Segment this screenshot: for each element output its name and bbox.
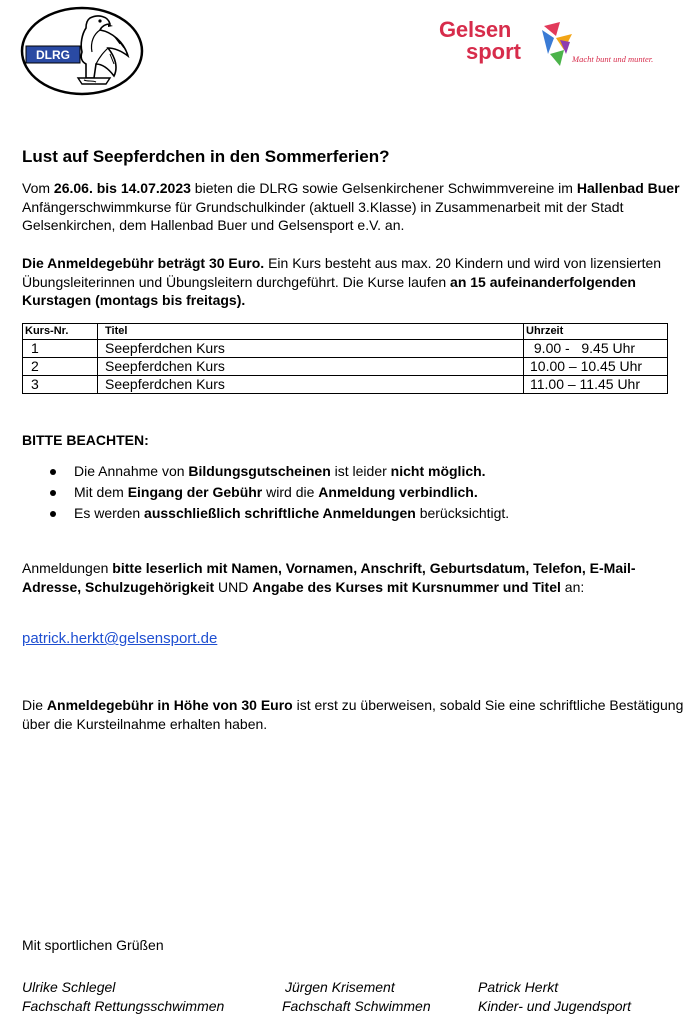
registration-required-fields: bitte leserlich mit Namen, Vornamen, Anschrift, Geburtsdatum, Telefon, E-Mail-Adresse, Schulzugehörigkeit (22, 560, 636, 595)
table-cell: 11.00 – 11.45 Uhr (524, 376, 668, 394)
table-cell: 3 (23, 376, 98, 394)
list-item (50, 503, 509, 524)
fee-amount: Die Anmeldegebühr beträgt 30 Euro. (22, 255, 265, 271)
intro-text: bieten die DLRG sowie Gelsenkirchener Schwimmvereine im (190, 180, 577, 196)
intro-text: Anfängerschwimmkurse für Grundschulkinder (aktuell 3.Klasse) in Zusammenarbeit mit der Stadt Gelsenkirchen, dem Hallenbad Buer und Gelsensport e.V. an. (22, 198, 624, 233)
payment-paragraph (22, 696, 686, 733)
signature-name: Jürgen Krisement (285, 979, 395, 995)
list-item-bold: Eingang der Gebühr (127, 484, 263, 500)
registration-text: Anmeldungen (22, 560, 113, 576)
list-item (50, 461, 509, 482)
signature-block (282, 978, 431, 1016)
table-cell: Seepferdchen Kurs (98, 358, 524, 376)
table-row (23, 358, 668, 376)
intro-text: Vom (22, 180, 54, 196)
bullet-icon (50, 490, 56, 496)
signature-role: Fachschaft Schwimmen (282, 998, 431, 1014)
notice-title: BITTE BEACHTEN: (22, 432, 149, 448)
gelsensport-logo (436, 18, 668, 74)
fee-paragraph (22, 254, 686, 310)
intro-dates: 26.06. bis 14.07.2023 (53, 180, 191, 196)
gelsensport-tagline: Macht bunt und munter. (572, 54, 654, 64)
list-item-text: wird die (262, 484, 319, 500)
registration-text: an: (560, 578, 585, 595)
page-title: Lust auf Seepferdchen in den Sommerferien? (22, 147, 390, 166)
table-cell: Seepferdchen Kurs (98, 376, 524, 394)
list-item-bold: Bildungsgutscheinen (188, 463, 331, 479)
registration-paragraph (22, 559, 686, 596)
table-cell: 1 (23, 340, 98, 358)
list-item-bold: nicht möglich. (390, 463, 486, 479)
email-link[interactable]: patrick.herkt@gelsensport.de (22, 630, 218, 647)
list-item-text: berücksichtigt. (415, 505, 510, 521)
bullet-icon (50, 469, 56, 475)
gelsensport-mark-icon (538, 20, 574, 68)
table-header-row (23, 324, 668, 340)
intro-venue: Hallenbad Buer (576, 180, 680, 196)
registration-course-info: Angabe des Kurses mit Kursnummer und Titel (252, 578, 561, 595)
signature-block (22, 978, 224, 1016)
column-header: Kurs-Nr. (23, 324, 98, 340)
payment-text: Die (22, 697, 47, 713)
table-row (23, 340, 668, 358)
table-row (23, 376, 668, 394)
signature-name: Ulrike Schlegel (22, 979, 116, 995)
table-cell: 9.00 - 9.45 Uhr (524, 340, 668, 358)
gelsensport-line1: Gelsen (439, 17, 512, 42)
list-item-text: Mit dem (74, 484, 128, 500)
bullet-icon (50, 511, 56, 517)
signature-role: Fachschaft Rettungsschwimmen (22, 998, 225, 1014)
closing-greeting: Mit sportlichen Grüßen (22, 937, 164, 953)
signature-role: Kinder- und Jugendsport (478, 998, 632, 1014)
courses-table (22, 323, 668, 394)
intro-paragraph (22, 179, 686, 235)
fee-duration: an 15 aufeinanderfolgenden Kurstagen (montags bis freitags). (22, 273, 636, 308)
payment-text: ist erst zu überweisen, sobald Sie eine schriftliche Bestätigung über die Kursteilnahme erhalten haben. (22, 697, 684, 732)
list-item-text: Es werden (74, 505, 145, 521)
dlrg-eagle-icon (20, 6, 144, 96)
column-header: Titel (98, 324, 524, 340)
registration-text: UND (214, 578, 253, 595)
signature-block (478, 978, 631, 1016)
dlrg-logo (20, 6, 144, 96)
payment-amount: Anmeldegebühr in Höhe von 30 Euro (46, 697, 293, 713)
signature-name: Patrick Herkt (478, 979, 559, 995)
gelsensport-line2: sport (466, 39, 521, 64)
notice-list (50, 461, 509, 524)
list-item-bold: Anmeldung verbindlich. (318, 484, 478, 500)
dlrg-text: DLRG (36, 48, 70, 62)
list-item (50, 482, 509, 503)
table-cell: 2 (23, 358, 98, 376)
table-cell: Seepferdchen Kurs (98, 340, 524, 358)
table-cell: 10.00 – 10.45 Uhr (524, 358, 668, 376)
column-header: Uhrzeit (524, 324, 668, 340)
list-item-bold: ausschließlich schriftliche Anmeldungen (144, 505, 416, 521)
list-item-text: Die Annahme von (74, 463, 189, 479)
list-item-text: ist leider (330, 463, 391, 479)
fee-text: Ein Kurs besteht aus max. 20 Kindern und wird von lizensierten Übungsleiterinnen und Übungsleitern durchgeführt. Die Kurse laufen (22, 255, 662, 290)
